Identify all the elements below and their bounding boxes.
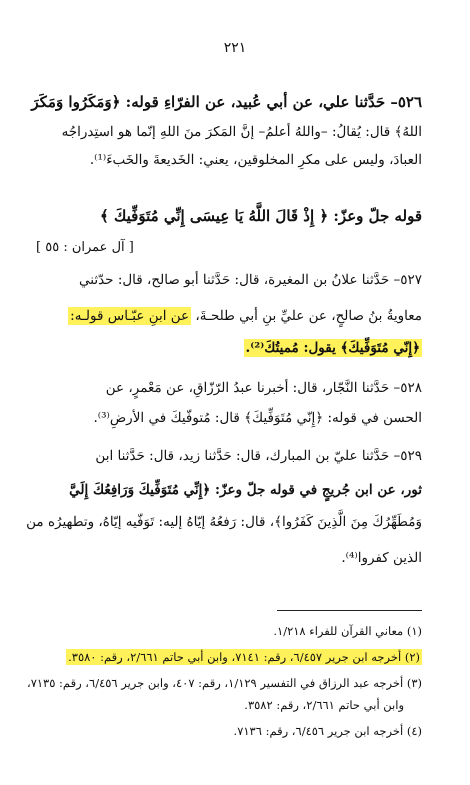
verse-heading: قوله جلّ وعزّ: ﴿ إِذْ قَالَ اللَّهُ يَا عِيسَى إِنِّي مُتَوَفِّيكَ ﴾ <box>99 207 422 225</box>
highlighted-ibn-abbas: عن ابنِ عبّـاس قولـه: <box>70 308 190 324</box>
footnote-4: (٤) أخرجه ابن جرير ٦/٤٥٦، رقم: ٧١٣٦. <box>233 724 422 738</box>
hadith-526-line-1: ٥٢٦– حَدَّثنا علي، عن أبي عُبيد، عن الفرّاءِ قوله: ﴿وَمَكَرُوا وَمَكَرَ <box>31 93 422 111</box>
surah-reference: [ آل عمران : ٥٥ ] <box>36 240 134 255</box>
hadith-529-line-2: ثور، عن ابن جُريجٍ في قوله جلّ وعزّ: ﴿إِنِّي مُتَوَفِّيكَ وَرَافِعُكَ إِلَيَّ <box>69 482 422 498</box>
hadith-529-line-1: ٥٢٩– حَدَّثنا عليّ بن المبارك، قال: حَدَّثنا زيد، قال: حَدَّثنا ابن <box>95 448 422 464</box>
hadith-528-line-2: الحسن في قوله: ﴿إِنّي مُتَوَفِّيكَ﴾ قال: مُتوفّيكَ في الأرضِ⁽³⁾. <box>93 410 422 426</box>
hadith-528-line-1: ٥٢٨– حَدَّثنا النَّجّار، قال: أخبرنا عبدُ الرّزّاقِ، عن مَعْمرٍ، عن <box>105 380 422 396</box>
footnote-3: (٣) أخرجه عبد الرزاق في التفسير ١/١٢٩، رقم: ٤٠٧، وابن جرير ٦/٤٥٦، رقم: ٧١٣٥، <box>26 676 422 690</box>
hadith-527-line-1: ٥٢٧– حَدَّثنا علانُ بن المغيرة، قال: حَدَّثنا أبو صالح، قال: حدّثني <box>79 272 422 288</box>
hadith-526-line-3: العبادَ، وليس على مكرِ المخلوقين، يعني: الخَديعةَ والخَبءَ⁽¹⁾. <box>89 152 422 168</box>
hadith-529-line-4: الذين كفروا⁽⁴⁾. <box>341 550 422 566</box>
hadith-529-line-3: وَمُطَهِّرُكَ مِنَ الَّذِينَ كَفَرُوا﴾، قال: رَفعُهُ إيّاهُ إليه: تَوَفّيه إيّاهُ، وتطهيرُه من <box>26 514 422 530</box>
footnote-3-continued: وابن أبي حاتم ٢/٦٦١، رقم: ٣٥٨٢. <box>244 698 404 712</box>
hadith-526-line-2: اللهُ﴾ قال: يُقالُ: –واللهُ أعلمُ– إنَّ المَكرَ منَ اللهِ إنّما هو استِدراجُه <box>61 124 422 140</box>
hadith-527-line-3 <box>180 338 422 358</box>
footnote-2 <box>42 648 422 666</box>
highlighted-mutawaffika: ﴿إِنّي مُتَوَفِّيكَ﴾ يقول: مُميتُكَ⁽²⁾. <box>245 340 420 356</box>
footnote-divider <box>277 610 422 611</box>
page-number: ٢٢١ <box>223 40 247 56</box>
hadith-527-line-2-text: معاويةُ بنُ صالحٍ، عن عليِّ بنِ أبي طلحـةَ، <box>191 308 422 324</box>
hadith-527-line-2 <box>42 306 422 326</box>
highlighted-footnote-2: (٢) أخرجه ابن جرير ٦/٤٥٧، رقم: ٧١٤١، وابن أبي حاتم ٢/٦٦١، رقم: ٣٥٨٠. <box>68 650 420 664</box>
footnote-1: (١) معاني القرآن للفراء ١/٢١٨. <box>273 624 422 638</box>
